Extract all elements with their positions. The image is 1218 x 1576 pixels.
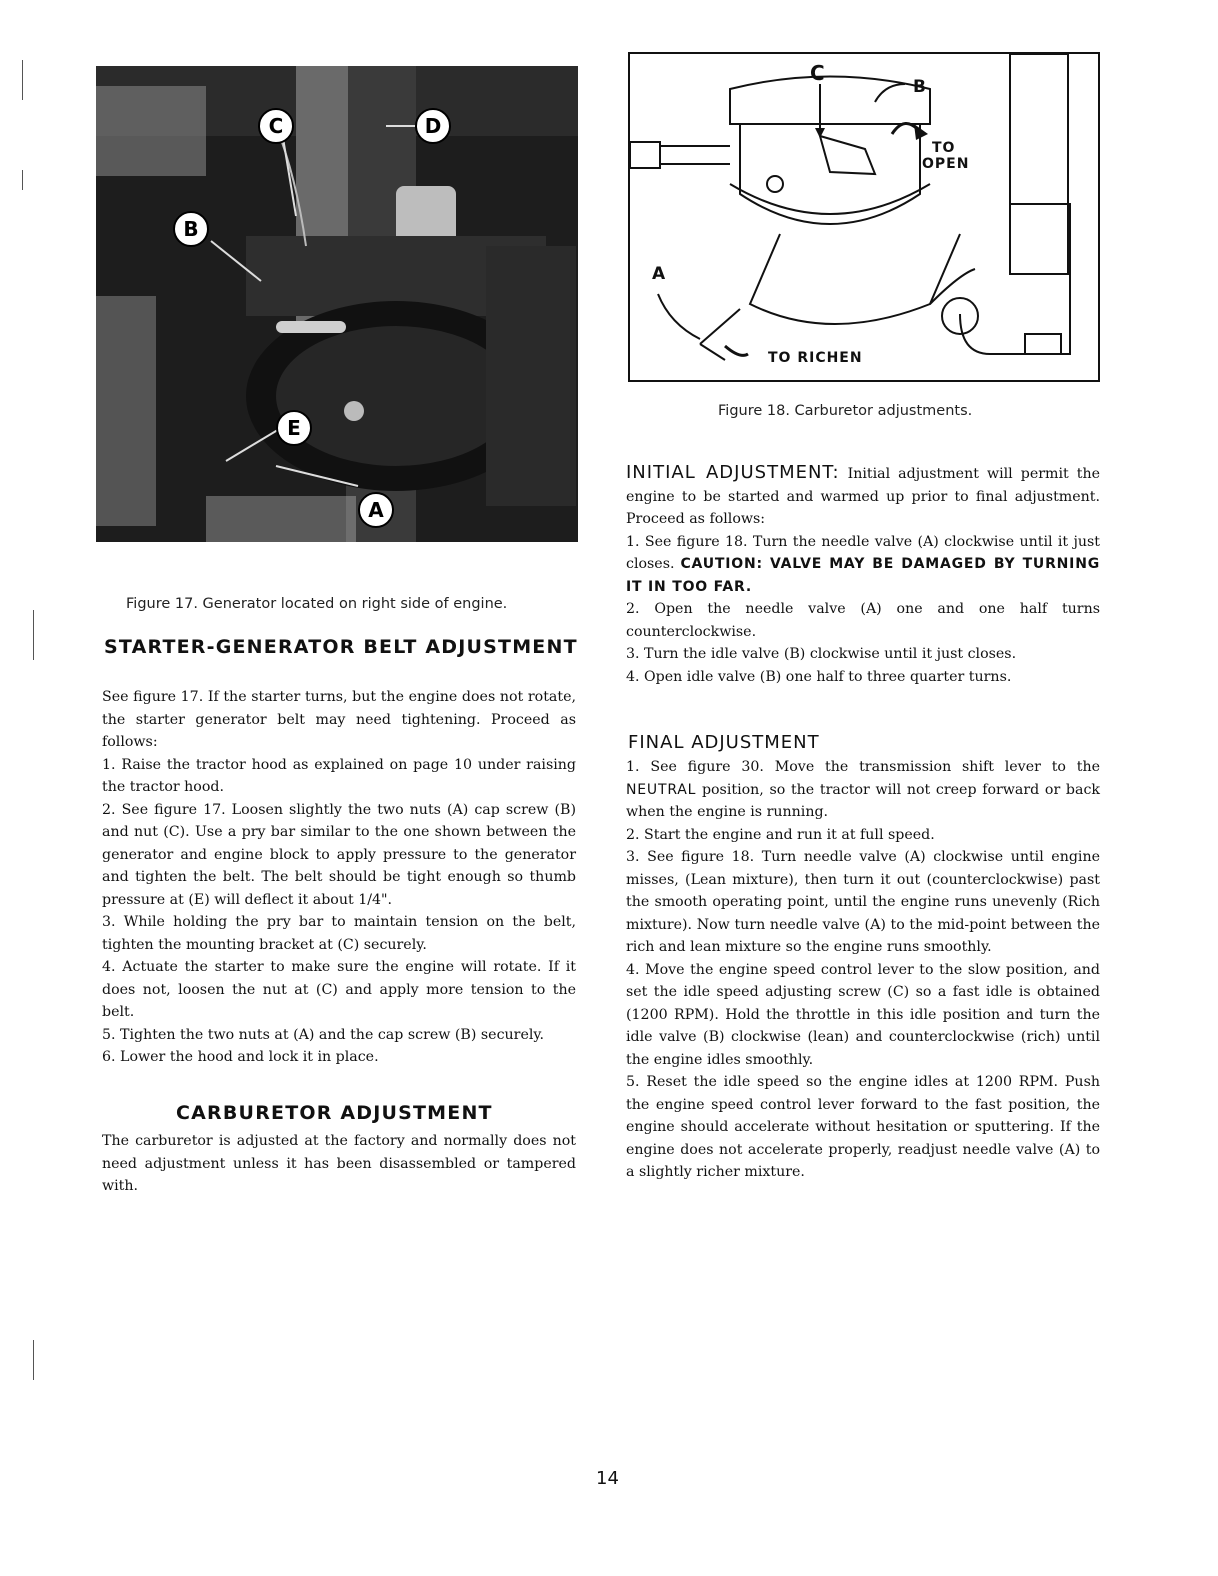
diagram-label-b: B bbox=[913, 77, 926, 97]
list-item: 3. See figure 18. Turn needle valve (A) clockwise until engine misses, (Lean mixture), then turn it out (counterclockwise) past the smooth operating point, until the engine runs unevenly (Rich mixture). Now turn needle valve (A) to the mid-point between the rich and lean mixture so the engine runs smoothly. bbox=[626, 849, 1100, 955]
list-item: 1. See figure 30. Move the transmission shift lever to the bbox=[626, 759, 1100, 775]
initial-adjustment-section bbox=[626, 462, 1100, 688]
list-item: 4. Open idle valve (B) one half to three quarter turns. bbox=[626, 668, 1012, 685]
figure-17-caption: Figure 17. Generator located on right side of engine. bbox=[126, 596, 508, 612]
page-number: 14 bbox=[596, 1468, 619, 1489]
final-adjustment-heading: FINAL ADJUSTMENT bbox=[628, 732, 820, 753]
list-item: 5. Reset the idle speed so the engine idles at 1200 RPM. Push the engine speed control lever forward to the fast position, the engine should accelerate without hesitation or sputtering. If the engine does not accelerate properly, readjust needle valve (A) to a slightly richer mixture. bbox=[626, 1074, 1100, 1180]
photo-label-b: B bbox=[183, 217, 199, 241]
diagram-label-to: TO bbox=[932, 140, 956, 156]
initial-adjustment-heading: INITIAL ADJUSTMENT: bbox=[626, 462, 840, 483]
starter-generator-heading: STARTER-GENERATOR BELT ADJUSTMENT bbox=[104, 636, 578, 658]
list-item: 4. Move the engine speed control lever to the slow position, and set the idle speed adjusting screw (C) so a fast idle is obtained (1200 RPM). Hold the throttle in this idle position and turn the idle valve (B) clockwise (lean) and counterclockwise (rich) until the engine idles smoothly. bbox=[626, 961, 1100, 1068]
diagram-label-c: C bbox=[810, 61, 825, 85]
diagram-label-to-richen: TO RICHEN bbox=[768, 350, 863, 366]
scan-artifact bbox=[22, 170, 23, 190]
photo-label-d: D bbox=[424, 114, 442, 138]
carburetor-heading: CARBURETOR ADJUSTMENT bbox=[176, 1102, 493, 1124]
starter-generator-intro: See figure 17. If the starter turns, but the engine does not rotate, the starter generator belt may need tightening. Proceed as follows: bbox=[102, 689, 576, 750]
scan-artifact bbox=[33, 610, 34, 660]
list-item: 2. Start the engine and run it at full speed. bbox=[626, 826, 935, 843]
starter-generator-body bbox=[102, 686, 576, 1069]
caution-text: CAUTION: VALVE MAY BE DAMAGED BY TURNING IT IN TOO FAR. bbox=[626, 556, 1101, 595]
list-item: 6. Lower the hood and lock it in place. bbox=[102, 1049, 379, 1065]
scan-artifact bbox=[22, 60, 23, 100]
diagram-label-open: OPEN bbox=[922, 156, 970, 172]
list-item: 1. Raise the tractor hood as explained on page 10 under raising the tractor hood. bbox=[102, 756, 576, 795]
figure-17-photo bbox=[96, 66, 578, 542]
list-item: 4. Actuate the starter to make sure the engine will rotate. If it does not, loosen the nut at (C) and apply more tension to the belt. bbox=[102, 959, 576, 1020]
figure-18-caption: Figure 18. Carburetor adjustments. bbox=[718, 403, 973, 419]
list-item: 2. Open the needle valve (A) one and one half turns counterclockwise. bbox=[626, 601, 1100, 640]
photo-label-a: A bbox=[368, 498, 384, 522]
final-adjustment-body bbox=[626, 756, 1100, 1184]
list-item: 3. While holding the pry bar to maintain tension on the belt, tighten the mounting bracket at (C) securely. bbox=[102, 914, 576, 953]
list-item: 2. See figure 17. Loosen slightly the two nuts (A) cap screw (B) and nut (C). Use a pry bar similar to the one shown between the generator and engine block to apply pressure to the generator and tighten the belt. The belt should be tight enough so thumb pressure at (E) will deflect it about 1/4". bbox=[102, 801, 576, 908]
carburetor-intro: The carburetor is adjusted at the factory and normally does not need adjustment unless it has been disassembled or tampered with. bbox=[102, 1133, 576, 1194]
scan-artifact bbox=[33, 1340, 34, 1380]
list-item: 1. See figure 18. Turn the needle valve (A) clockwise until it just closes. bbox=[626, 533, 1100, 572]
list-item: 5. Tighten the two nuts at (A) and the cap screw (B) securely. bbox=[102, 1026, 545, 1043]
neutral-keyword: NEUTRAL bbox=[626, 781, 697, 798]
initial-adjustment-intro: Initial adjustment will permit the engine to be started and warmed up prior to final adjustment. Proceed as follows: bbox=[626, 466, 1101, 527]
photo-label-c: C bbox=[268, 114, 284, 138]
list-item-continuation: position, so the tractor will not creep forward or back when the engine is running. bbox=[626, 781, 1100, 820]
figure-18-diagram bbox=[628, 52, 1100, 382]
photo-label-e: E bbox=[287, 416, 301, 440]
list-item: 3. Turn the idle valve (B) clockwise until it just closes. bbox=[626, 646, 1017, 662]
diagram-label-a: A bbox=[652, 264, 666, 284]
